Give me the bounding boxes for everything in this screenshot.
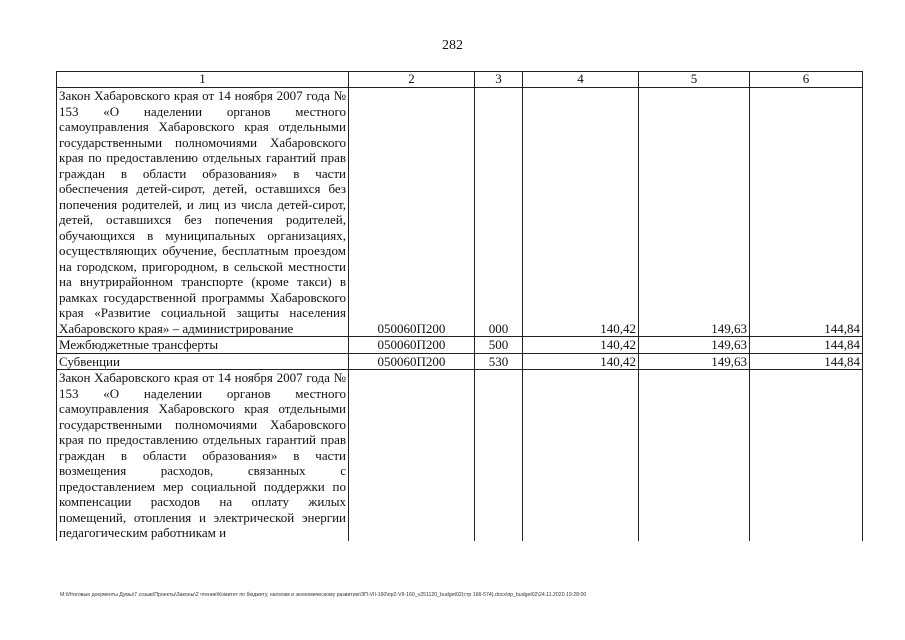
row-type: 500 <box>475 337 523 354</box>
row-value-col5: 149,63 <box>639 88 750 337</box>
page-number: 282 <box>442 38 463 53</box>
footer-file-path: M:\Итоговые документы Думы\7 созыв\Проекты\Законы\2 чтение\Комитет по бюджету, налогам и экономическому развитию\ЗП-VII-160\пр2-VII-160_v251120_budget02(стр 166-574).docx\пр_budget02\24.11.2020 19:28:00 <box>60 592 587 598</box>
row-value-col5: 149,63 <box>639 337 750 354</box>
table-row <box>57 353 863 370</box>
row-value-col5 <box>639 370 750 541</box>
column-header: 4 <box>523 72 639 88</box>
row-type <box>475 370 523 541</box>
row-description: Закон Хабаровского края от 14 ноября 2007 года № 153 «О наделении органов местного самоуправления Хабаровского края отдельными государственными полномочиями Хабаровского края по предоставлению отдельных гарантий прав граждан в области образования» в части обеспечения детей-сирот, детей, оставшихся без попечения родителей, и лиц из числа детей-сирот, детей, оставшихся без попечения родителей, обучающихся в муниципальных организациях, осуществляющих обучение, бесплатным проездом на городском, пригородном, в сельской местности на внутрирайонном транспорте (кроме такси) в рамках государственной программы Хабаровского края «Развитие социальной защиты населения Хабаровского края» – администрирование <box>57 88 349 337</box>
row-value-col6: 144,84 <box>750 337 863 354</box>
row-code: 050060П200 <box>349 88 475 337</box>
row-value-col6 <box>750 370 863 541</box>
row-code <box>349 370 475 541</box>
row-value-col6: 144,84 <box>750 88 863 337</box>
row-description: Межбюджетные трансферты <box>57 337 349 354</box>
table-row <box>57 370 863 541</box>
row-value-col4: 140,42 <box>523 88 639 337</box>
column-header: 6 <box>750 72 863 88</box>
row-value-col4: 140,42 <box>523 337 639 354</box>
column-header: 1 <box>57 72 349 88</box>
column-header: 5 <box>639 72 750 88</box>
row-value-col4 <box>523 370 639 541</box>
row-type: 000 <box>475 88 523 337</box>
row-code: 050060П200 <box>349 337 475 354</box>
table-row <box>57 337 863 354</box>
table-row <box>57 88 863 337</box>
column-header: 3 <box>475 72 523 88</box>
row-description: Закон Хабаровского края от 14 ноября 2007 года № 153 «О наделении органов местного самоуправления Хабаровского края отдельными государственными полномочиями Хабаровского края по предоставлению отдельных гарантий прав граждан в области образования» в части возмещения расходов, связанных с предоставлением мер социальной поддержки по компенсации расходов на оплату жилых помещений, отопления и электрической энергии педагогическим работникам и <box>57 370 349 541</box>
row-description: Субвенции <box>57 353 349 370</box>
row-value-col6: 144,84 <box>750 353 863 370</box>
row-value-col5: 149,63 <box>639 353 750 370</box>
row-code: 050060П200 <box>349 353 475 370</box>
budget-table <box>56 71 863 541</box>
table-header-row <box>57 72 863 88</box>
row-type: 530 <box>475 353 523 370</box>
column-header: 2 <box>349 72 475 88</box>
row-value-col4: 140,42 <box>523 353 639 370</box>
